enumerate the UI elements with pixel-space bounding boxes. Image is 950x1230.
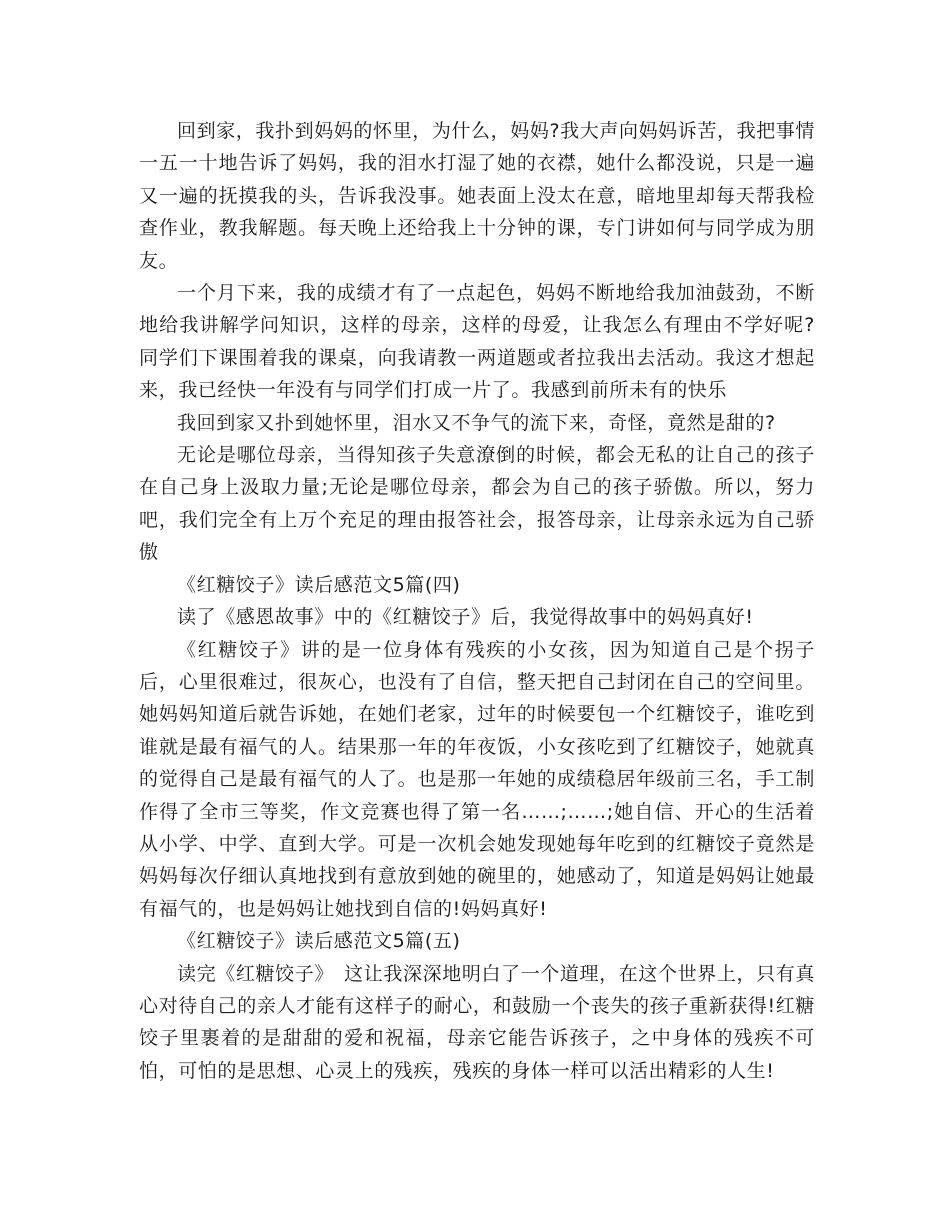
paragraph-7: 读完《红糖饺子》 这让我深深地明白了一个道理，在这个世界上，只有真心对待自己的亲人才能有这样子的耐心，和鼓励一个丧失的孩子重新获得!红糖饺子里裹着的是甜甜的爱和祝福，母亲它能告诉孩子，之中身体的残疾不可怕，可怕的是思想、心灵上的残疾，残疾的身体一样可以活出精彩的人生!: [139, 962, 815, 1082]
paragraph-2: 一个月下来，我的成绩才有了一点起色，妈妈不断地给我加油鼓劲，不断地给我讲解学问知识，这样的母亲，这样的母爱，让我怎么有理由不学好呢?同学们下课围着我的课桌，向我请教一两道题或者拉我出去活动。我这才想起来，我已经快一年没有与同学们打成一片了。我感到前所未有的快乐: [139, 282, 815, 402]
paragraph-5: 读了《感恩故事》中的《红糖饺子》后，我觉得故事中的妈妈真好!: [177, 606, 754, 629]
paragraph-1: 回到家，我扑到妈妈的怀里，为什么，妈妈?我大声向妈妈诉苦，我把事情一五一十地告诉了妈妈，我的泪水打湿了她的衣襟，她什么都没说，只是一遍又一遍的抚摸我的头，告诉我没事。她表面上没太在意，暗地里却每天帮我检查作业，教我解题。每天晚上还给我上十分钟的课，专门讲如何与同学成为朋友。: [139, 120, 815, 272]
section-heading-5: 《红糖饺子》读后感范文5篇(五): [177, 930, 461, 953]
paragraph-3: 我回到家又扑到她怀里，泪水又不争气的流下来，奇怪，竟然是甜的?: [177, 411, 776, 434]
section-heading-4: 《红糖饺子》读后感范文5篇(四): [177, 573, 461, 596]
paragraph-4: 无论是哪位母亲，当得知孩子失意潦倒的时候，都会无私的让自己的孩子在自己身上汲取力量;无论是哪位母亲，都会为自己的孩子骄傲。所以，努力吧，我们完全有上万个充足的理由报答社会，报答母亲，让母亲永远为自己骄傲: [139, 444, 815, 564]
document-body: [139, 115, 815, 1087]
paragraph-6: 《红糖饺子》讲的是一位身体有残疾的小女孩，因为知道自己是个拐子后，心里很难过，很灰心，也没有了自信，整天把自己封闭在自己的空间里。她妈妈知道后就告诉她，在她们老家，过年的时候要包一个红糖饺子，谁吃到谁就是最有福气的人。结果那一年的年夜饭，小女孩吃到了红糖饺子，她就真的觉得自己是最有福气的人了。也是那一年她的成绩稳居年级前三名，手工制作得了全市三等奖，作文竞赛也得了第一名……;……;她自信、开心的生活着从小学、中学、直到大学。可是一次机会她发现她每年吃到的红糖饺子竟然是妈妈每次仔细认真地找到有意放到她的碗里的，她感动了，知道是妈妈让她最有福气的，也是妈妈让她找到自信的!妈妈真好!: [139, 638, 815, 920]
